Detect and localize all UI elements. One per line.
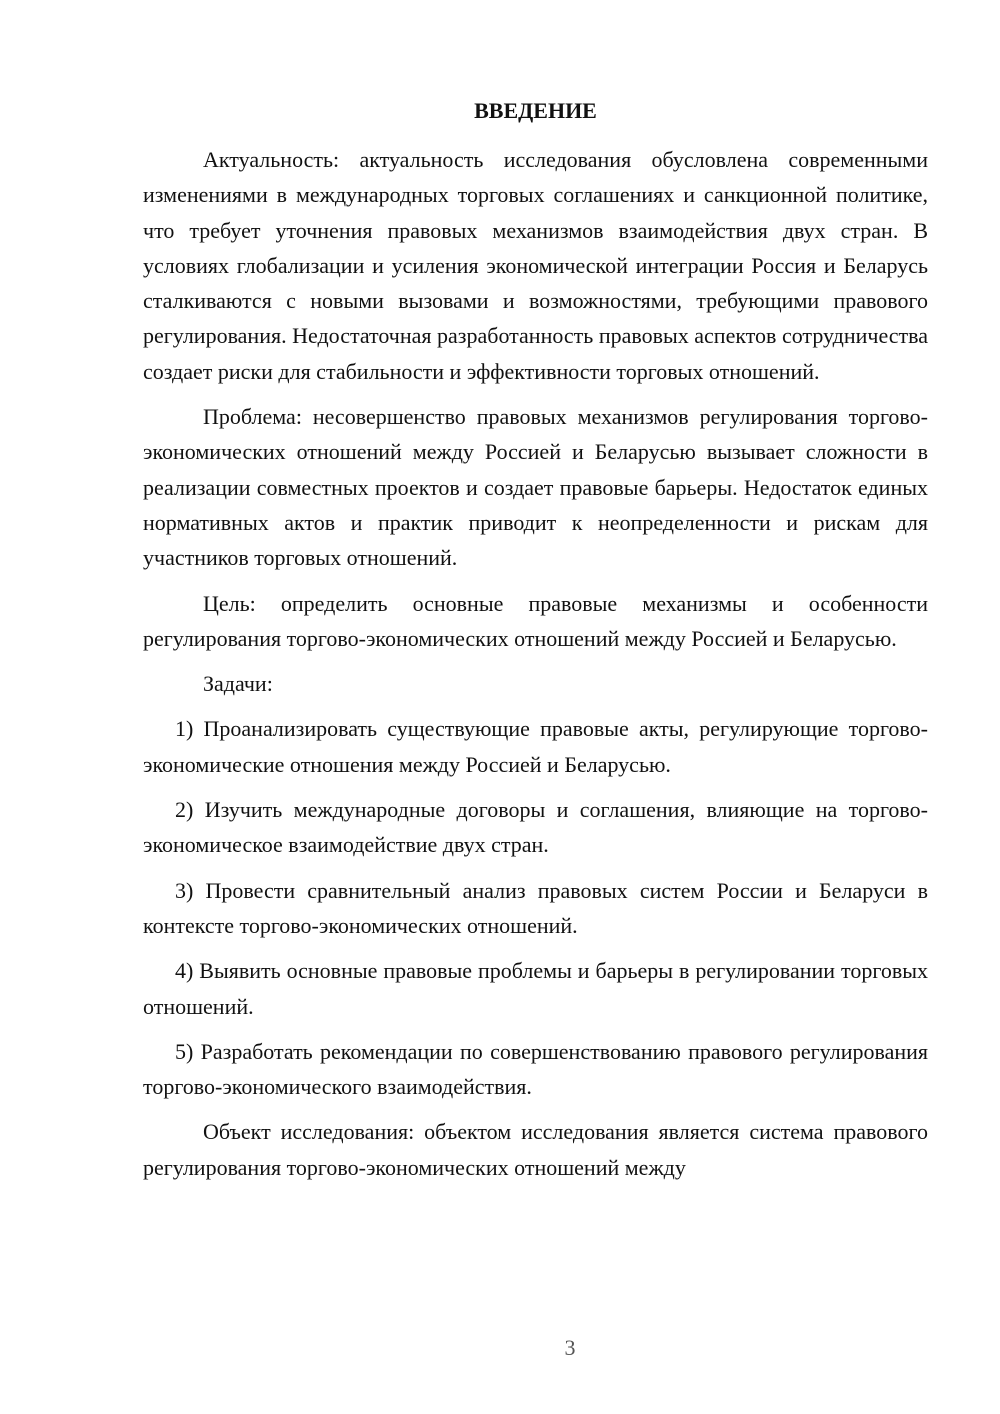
page-number: 3 xyxy=(564,1335,576,1360)
task-item-1: 1) Проанализировать существующие правовые акты, регулирующие торгово-экономические отношения между Россией и Беларусью. xyxy=(143,716,928,777)
task-item-2: 2) Изучить международные договоры и соглашения, влияющие на торгово-экономическое взаимодействие двух стран. xyxy=(143,797,928,858)
page-title: ВВЕДЕНИЕ xyxy=(474,98,597,123)
paragraph-object: Объект исследования: объектом исследования является система правового регулирования торгово-экономических отношений между xyxy=(143,1119,928,1180)
task-item-4: 4) Выявить основные правовые проблемы и барьеры в регулировании торговых отношений. xyxy=(143,958,928,1019)
task-item-3: 3) Провести сравнительный анализ правовых систем России и Беларуси в контексте торгово-экономических отношений. xyxy=(143,877,928,938)
document-body xyxy=(143,142,928,1195)
paragraph-problem: Проблема: несовершенство правовых механизмов регулирования торгово-экономических отношений между Россией и Беларусью вызывает сложности в реализации совместных проектов и создает правовые барьеры. Недостаток единых нормативных актов и практик приводит к неопределенности и рискам для участников торговых отношений. xyxy=(143,404,928,571)
paragraph-goal: Цель: определить основные правовые механизмы и особенности регулирования торгово-экономических отношений между Россией и Беларусью. xyxy=(143,590,928,651)
paragraph-relevance: Актуальность: актуальность исследования обусловлена современными изменениями в международных торговых соглашениях и санкционной политике, что требует уточнения правовых механизмов взаимодействия двух стран. В условиях глобализации и усиления экономической интеграции Россия и Беларусь сталкиваются с новыми вызовами и возможностями, требующими правового регулирования. Недостаточная разработанность правовых аспектов сотрудничества создает риски для стабильности и эффективности торговых отношений. xyxy=(143,147,928,384)
task-item-5: 5) Разработать рекомендации по совершенствованию правового регулирования торгово-экономического взаимодействия. xyxy=(143,1038,928,1100)
tasks-label: Задачи: xyxy=(203,671,273,697)
